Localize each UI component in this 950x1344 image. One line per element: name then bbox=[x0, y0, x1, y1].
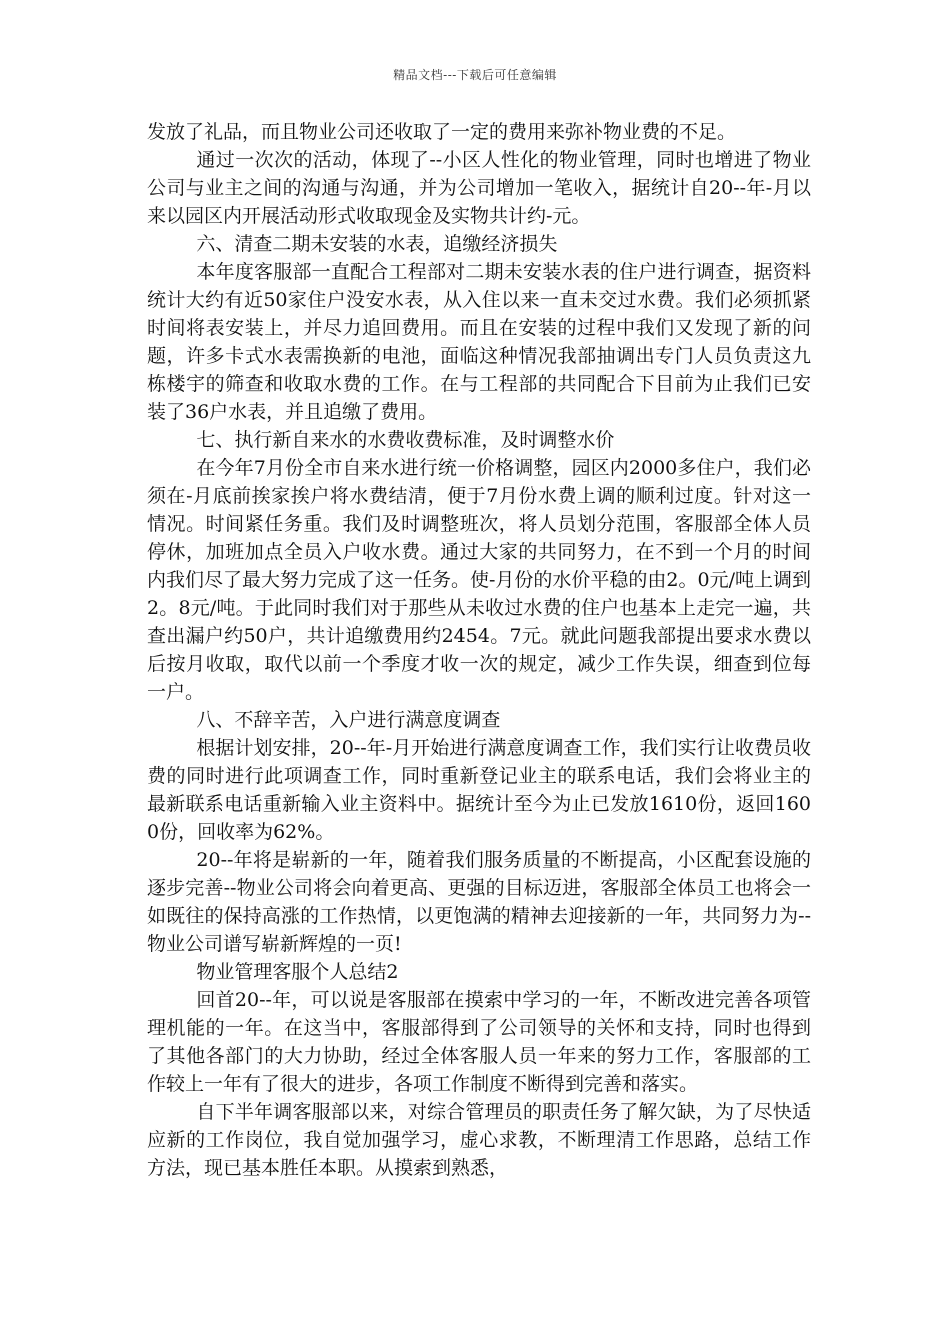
body-paragraph: 七、执行新自来水的水费收费标准，及时调整水价 bbox=[196, 429, 615, 451]
body-paragraph: 在今年7月份全市自来水进行统一价格调整，园区内2000多住户，我们必须在-月底前挨家挨户将水费结清，便于7月份水费上调的顺利过度。针对这一情况。时间紧任务重。我们及时调整班次，将人员划分范围，客服部全体人员停休，加班加点全员入户收水费。通过大家的共同努力，在不到一个月的时间内我们尽了最大努力完成了这一任务。使-月份的水价平稳的由2。0元/吨上调到2。8元/吨。于此同时我们对于那些从未收过水费的住户也基本上走完一遍，共查出漏户约50户，共计追缴费用约2454。7元。就此问题我部提出要求水费以后按月收取，取代以前一个季度才收一次的规定，减少工作失误，细查到位每一户。 bbox=[147, 457, 812, 703]
body-paragraph: 物业管理客服个人总结2 bbox=[196, 961, 399, 983]
body-paragraph: 根据计划安排，20--年-月开始进行满意度调查工作，我们实行让收费员收费的同时进行此项调查工作，同时重新登记业主的联系电话，我们会将业主的最新联系电话重新输入业主资料中。据统计至今为止已发放1610份，返回1600份，回收率为62%。 bbox=[147, 737, 811, 843]
body-paragraph: 八、不辞辛苦，入户进行满意度调查 bbox=[196, 709, 501, 731]
body-paragraph: 自下半年调客服部以来，对综合管理员的职责任务了解欠缺，为了尽快适应新的工作岗位，我自觉加强学习，虚心求教，不断理清工作思路，总结工作方法，现已基本胜任本职。从摸索到熟悉， bbox=[147, 1101, 811, 1179]
body-paragraph: 回首20--年，可以说是客服部在摸索中学习的一年，不断改进完善各项管理机能的一年。在这当中，客服部得到了公司领导的关怀和支持，同时也得到了其他各部门的大力协助，经过全体客服人员一年来的努力工作，客服部的工作较上一年有了很大的进步，各项工作制度不断得到完善和落实。 bbox=[147, 989, 811, 1095]
body-paragraph: 六、清查二期未安装的水表，追缴经济损失 bbox=[196, 233, 558, 255]
body-paragraph: 20--年将是崭新的一年，随着我们服务质量的不断提高，小区配套设施的逐步完善--物业公司将会向着更高、更强的目标迈进，客服部全体员工也将会一如既往的保持高涨的工作热情，以更饱满的精神去迎接新的一年，共同努力为--物业公司谱写崭新辉煌的一页! bbox=[147, 849, 811, 955]
body-paragraph: 发放了礼品，而且物业公司还收取了一定的费用来弥补物业费的不足。 bbox=[147, 121, 737, 143]
body-paragraph: 本年度客服部一直配合工程部对二期未安装水表的住户进行调查，据资料统计大约有近50家住户没安水表，从入住以来一直未交过水费。我们必须抓紧时间将表安装上，并尽力追回费用。而且在安装的过程中我们又发现了新的问题，许多卡式水表需换新的电池，面临这种情况我部抽调出专门人员负责这九栋楼宇的筛查和收取水费的工作。在与工程部的共同配合下目前为止我们已安装了36户水表，并且追缴了费用。 bbox=[147, 261, 811, 423]
body-paragraph: 通过一次次的活动，体现了--小区人性化的物业管理，同时也增进了物业公司与业主之间的沟通与沟通，并为公司增加一笔收入，据统计自20--年-月以来以园区内开展活动形式收取现金及实物共计约-元。 bbox=[147, 149, 811, 227]
document-body bbox=[147, 118, 811, 1182]
page-header-note: 精品文档---下载后可任意编辑 bbox=[393, 68, 557, 82]
